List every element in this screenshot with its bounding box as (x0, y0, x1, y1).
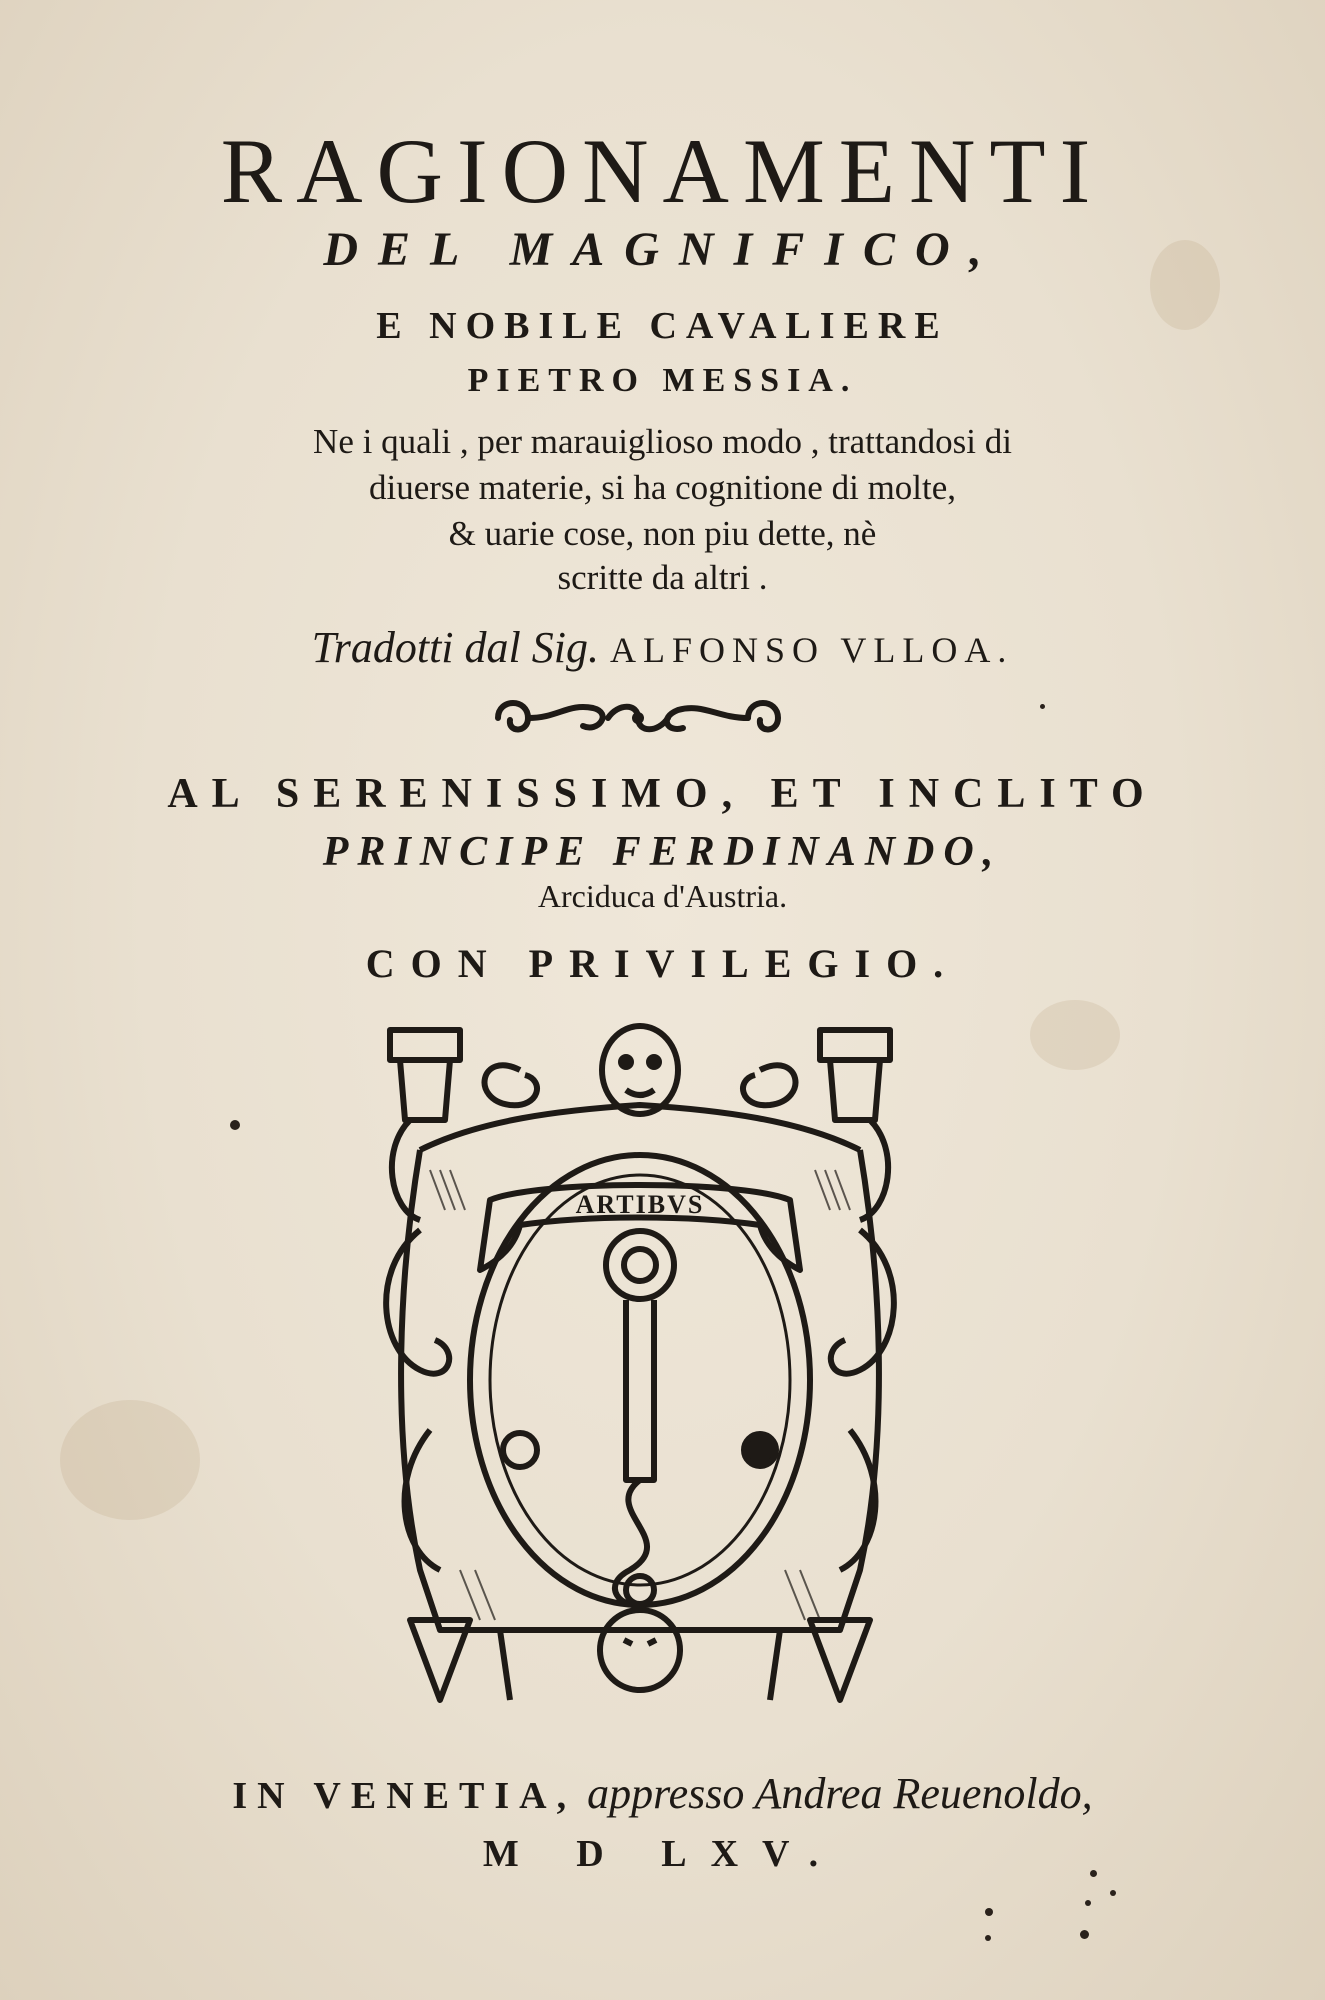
privilege-line: CON PRIVILEGIO. (365, 941, 960, 986)
ink-speck (1080, 1930, 1089, 1939)
paper-stain (1030, 1000, 1120, 1070)
printers-mark-motto: ARTIBVS (575, 1190, 705, 1219)
author-name: PIETRO MESSIA. (467, 362, 858, 399)
ink-speck (1085, 1900, 1091, 1906)
ink-speck (985, 1908, 993, 1916)
imprint-line (0, 1768, 1325, 1819)
paper-stain (60, 1400, 200, 1520)
imprint-printer: appresso Andrea Reuenoldo, (587, 1769, 1093, 1818)
fleuron-ornament-icon (478, 688, 798, 748)
ink-speck (985, 1935, 991, 1941)
description-line: scritte da altri . (557, 558, 768, 597)
description-line: Ne i quali , per marauiglioso modo , trattandosi di (313, 422, 1012, 461)
title-line-2: DEL MAGNIFICO, (323, 223, 1002, 276)
publication-year: M D LXV. (482, 1833, 843, 1875)
dedication-line-3: Arciduca d'Austria. (537, 878, 788, 914)
ink-speck (1040, 704, 1045, 709)
dedication-line-2: PRINCIPE FERDINANDO, (322, 829, 1003, 875)
ink-speck (1110, 1890, 1116, 1896)
title-line-3: E NOBILE CAVALIERE (376, 305, 949, 347)
book-title: RAGIONAMENTI (220, 120, 1105, 222)
description-line: & uarie cose, non piu dette, nè (448, 514, 877, 553)
translator-name: ALFONSO VLLOA. (609, 630, 1014, 670)
printers-mark-woodcut-icon (360, 1010, 920, 1720)
description-line: diuerse materie, si ha cognitione di molte, (368, 468, 957, 507)
translator-prefix: Tradotti dal Sig. (311, 623, 599, 672)
ink-speck (230, 1120, 240, 1130)
imprint-place: IN VENETIA, (232, 1775, 577, 1817)
dedication-line-1: AL SERENISSIMO, ET INCLITO (167, 771, 1158, 817)
translator-line (0, 622, 1325, 673)
